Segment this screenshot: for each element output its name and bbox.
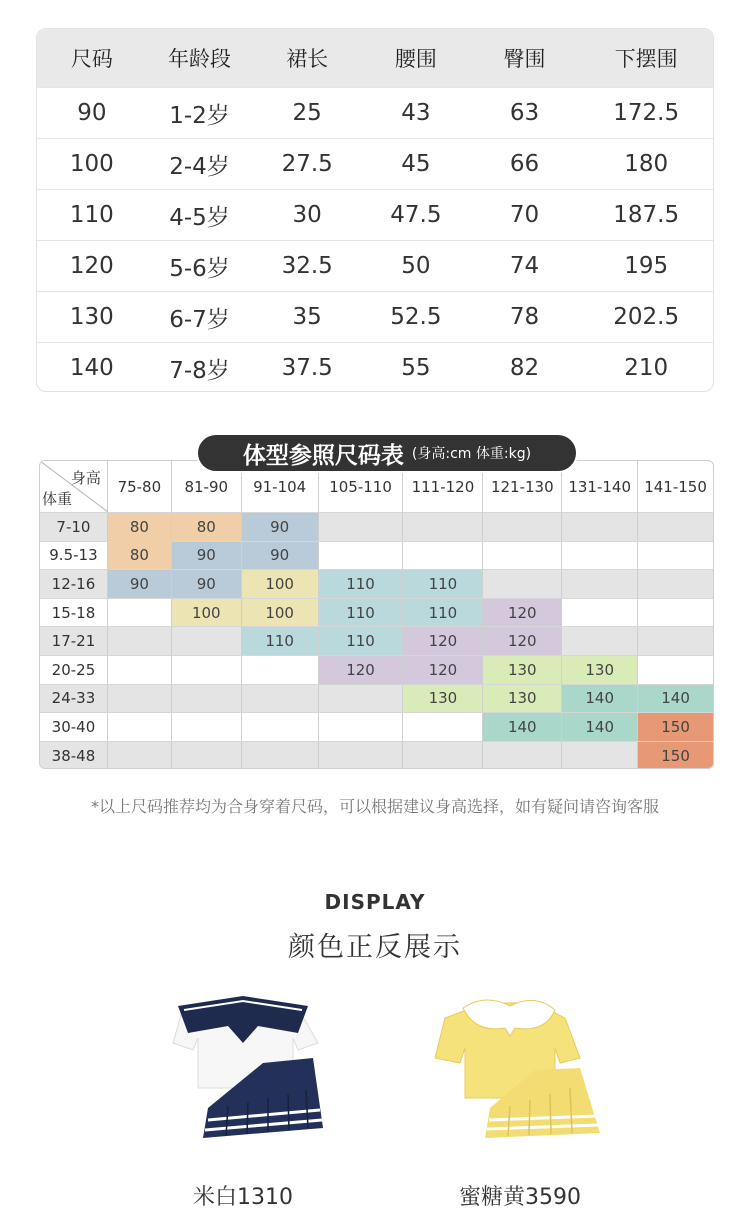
weight-range-label: 12-16 (40, 570, 108, 598)
height-range-header: 105-110 (319, 461, 404, 512)
recommended-size-cell (108, 599, 172, 627)
size-table-cell: 50 (401, 253, 431, 279)
recommended-size-cell (108, 685, 172, 713)
height-range-header: 121-130 (483, 461, 562, 512)
header-cell: 臀围 (503, 47, 546, 71)
weight-range-label: 17-21 (40, 627, 108, 655)
recommended-size-cell (319, 713, 404, 741)
size-table-cell: 63 (509, 100, 540, 126)
recommended-size-cell: 110 (319, 570, 404, 598)
size-table-row (37, 138, 713, 189)
recommended-size-cell (172, 685, 242, 713)
size-table-cell: 2-4岁 (169, 153, 230, 180)
size-table-cell: 37.5 (281, 355, 333, 381)
chart-row (40, 626, 713, 655)
product-yellow[interactable] (425, 988, 615, 1213)
recommended-size-cell: 120 (403, 627, 483, 655)
height-range-header: 75-80 (108, 461, 172, 512)
size-table-cell: 100 (69, 151, 114, 177)
recommended-size-cell: 100 (242, 599, 319, 627)
recommended-size-cell: 90 (242, 542, 319, 570)
weight-range-label: 7-10 (40, 513, 108, 541)
product-label: 蜜糖黄3590 (459, 1185, 581, 1210)
recommended-size-cell (242, 685, 319, 713)
chart-row (40, 598, 713, 627)
recommended-size-cell: 90 (172, 570, 242, 598)
header-cell: 腰围 (394, 47, 437, 71)
chart-row (40, 569, 713, 598)
recommended-size-cell (319, 513, 404, 541)
recommended-size-cell: 120 (483, 599, 562, 627)
weight-range-label: 20-25 (40, 656, 108, 684)
recommended-size-cell (108, 742, 172, 769)
recommended-size-cell (638, 656, 713, 684)
recommended-size-cell (172, 742, 242, 769)
size-table-cell: 120 (69, 253, 114, 279)
recommended-size-cell: 90 (108, 570, 172, 598)
size-table-cell: 210 (624, 355, 669, 381)
size-table-cell: 45 (401, 151, 431, 177)
recommended-size-cell (483, 570, 562, 598)
recommended-size-cell: 140 (483, 713, 562, 741)
recommended-size-cell (483, 742, 562, 769)
white-outfit-image (148, 988, 338, 1163)
recommended-size-cell (638, 570, 713, 598)
chart-unit-note: (身高:cm 体重:kg) (411, 446, 532, 462)
size-table-cell: 195 (624, 253, 669, 279)
weight-range-label: 9.5-13 (40, 542, 108, 570)
size-table-cell: 180 (624, 151, 669, 177)
product-white[interactable] (148, 988, 338, 1213)
chart-title-badge (196, 433, 578, 473)
corner-weight-label: 体重 (42, 490, 73, 508)
recommended-size-cell (242, 742, 319, 769)
display-en-title: DISPLAY (324, 890, 426, 914)
recommended-size-cell (562, 742, 638, 769)
recommended-size-cell: 90 (242, 513, 319, 541)
size-table-cell: 1-2岁 (169, 102, 230, 129)
size-table-cell: 78 (509, 304, 540, 330)
recommended-size-cell: 110 (403, 570, 483, 598)
recommended-size-cell (562, 570, 638, 598)
size-table-row (37, 87, 713, 138)
size-table-row (37, 291, 713, 342)
recommended-size-cell (172, 713, 242, 741)
recommended-size-cell: 140 (638, 685, 713, 713)
recommended-size-cell (403, 542, 483, 570)
display-cn-title: 颜色正反展示 (288, 932, 462, 963)
recommended-size-cell (403, 742, 483, 769)
size-table-cell: 74 (509, 253, 540, 279)
recommended-size-cell: 130 (483, 685, 562, 713)
chart-row (40, 684, 713, 713)
recommended-size-cell (319, 685, 404, 713)
recommended-size-cell: 150 (638, 713, 713, 741)
body-type-chart (39, 460, 714, 769)
size-table-cell: 43 (401, 100, 431, 126)
size-table-cell: 130 (69, 304, 114, 330)
yellow-outfit-image (425, 988, 615, 1163)
recommended-size-cell (403, 513, 483, 541)
header-cell: 尺码 (70, 47, 113, 71)
size-table-cell: 6-7岁 (169, 306, 230, 333)
recommended-size-cell: 120 (319, 656, 404, 684)
recommended-size-cell: 110 (403, 599, 483, 627)
height-range-header: 141-150 (644, 477, 707, 496)
recommended-size-cell (562, 627, 638, 655)
size-table-cell: 110 (69, 202, 114, 228)
recommended-size-cell (638, 627, 713, 655)
recommended-size-cell (638, 542, 713, 570)
size-table-cell: 52.5 (390, 304, 442, 330)
recommended-size-cell: 110 (319, 599, 404, 627)
recommended-size-cell (172, 627, 242, 655)
size-table-cell: 32.5 (281, 253, 333, 279)
size-table-cell: 27.5 (281, 151, 333, 177)
size-table-row (37, 342, 713, 392)
recommended-size-cell: 150 (638, 742, 713, 769)
recommended-size-cell (483, 513, 562, 541)
height-range-header: 111-120 (403, 461, 483, 512)
recommended-size-cell: 130 (562, 656, 638, 684)
size-table-cell: 4-5岁 (169, 204, 230, 231)
chart-row (40, 655, 713, 684)
recommended-size-cell: 100 (242, 570, 319, 598)
size-table-cell: 187.5 (613, 202, 680, 228)
recommended-size-cell (319, 742, 404, 769)
header-cell: 裙长 (286, 47, 329, 71)
size-table-cell: 25 (292, 100, 322, 126)
corner-height-label: 身高 (70, 469, 101, 487)
recommended-size-cell (108, 713, 172, 741)
size-table-cell: 70 (509, 202, 540, 228)
recommended-size-cell: 80 (108, 542, 172, 570)
recommended-size-cell: 100 (172, 599, 242, 627)
recommended-size-cell: 90 (172, 542, 242, 570)
header-cell: 下摆围 (614, 47, 678, 71)
recommended-size-cell: 120 (483, 627, 562, 655)
height-range-header: 91-104 (242, 461, 319, 512)
header-cell: 年龄段 (168, 47, 232, 71)
size-table-cell: 172.5 (613, 100, 680, 126)
chart-title: 体型参照尺码表 (242, 442, 404, 469)
size-table-cell: 7-8岁 (169, 357, 230, 384)
recommended-size-cell (108, 627, 172, 655)
size-table-row (37, 189, 713, 240)
size-table-header (37, 29, 713, 87)
chart-corner-cell (40, 461, 108, 512)
chart-row (40, 741, 713, 769)
size-table-cell: 82 (509, 355, 540, 381)
weight-range-label: 38-48 (40, 742, 108, 769)
recommended-size-cell (242, 713, 319, 741)
recommended-size-cell: 80 (172, 513, 242, 541)
recommended-size-cell (108, 656, 172, 684)
recommended-size-cell: 110 (242, 627, 319, 655)
recommended-size-cell (638, 513, 713, 541)
height-range-header: 81-90 (172, 461, 242, 512)
weight-range-label: 30-40 (40, 713, 108, 741)
recommended-size-cell: 130 (483, 656, 562, 684)
recommended-size-cell (483, 542, 562, 570)
weight-range-label: 24-33 (40, 685, 108, 713)
recommended-size-cell (319, 542, 404, 570)
size-table-cell: 35 (292, 304, 322, 330)
size-table-cell: 202.5 (613, 304, 680, 330)
size-table (36, 28, 714, 392)
height-range-header: 131-140 (562, 461, 638, 512)
recommended-size-cell (242, 656, 319, 684)
size-table-cell: 30 (292, 202, 322, 228)
chart-row (40, 712, 713, 741)
size-table-cell: 90 (77, 100, 107, 126)
recommended-size-cell (638, 599, 713, 627)
recommended-size-cell (562, 599, 638, 627)
recommended-size-cell (172, 656, 242, 684)
recommended-size-cell (562, 542, 638, 570)
recommended-size-cell: 110 (319, 627, 404, 655)
recommended-size-cell: 140 (562, 685, 638, 713)
recommended-size-cell: 120 (403, 656, 483, 684)
size-table-row (37, 240, 713, 291)
recommended-size-cell: 80 (108, 513, 172, 541)
size-table-cell: 55 (401, 355, 431, 381)
chart-row (40, 512, 713, 541)
recommended-size-cell (403, 713, 483, 741)
recommended-size-cell (562, 513, 638, 541)
size-advice-note: *以上尺码推荐均为合身穿着尺码，可以根据建议身高选择，如有疑问请咨询客服 (90, 797, 659, 816)
size-table-cell: 5-6岁 (169, 255, 230, 282)
product-label: 米白1310 (193, 1185, 293, 1210)
size-table-cell: 140 (69, 355, 114, 381)
recommended-size-cell: 140 (562, 713, 638, 741)
size-table-cell: 66 (509, 151, 540, 177)
size-table-cell: 47.5 (390, 202, 442, 228)
chart-row (40, 541, 713, 570)
weight-range-label: 15-18 (40, 599, 108, 627)
recommended-size-cell: 130 (403, 685, 483, 713)
